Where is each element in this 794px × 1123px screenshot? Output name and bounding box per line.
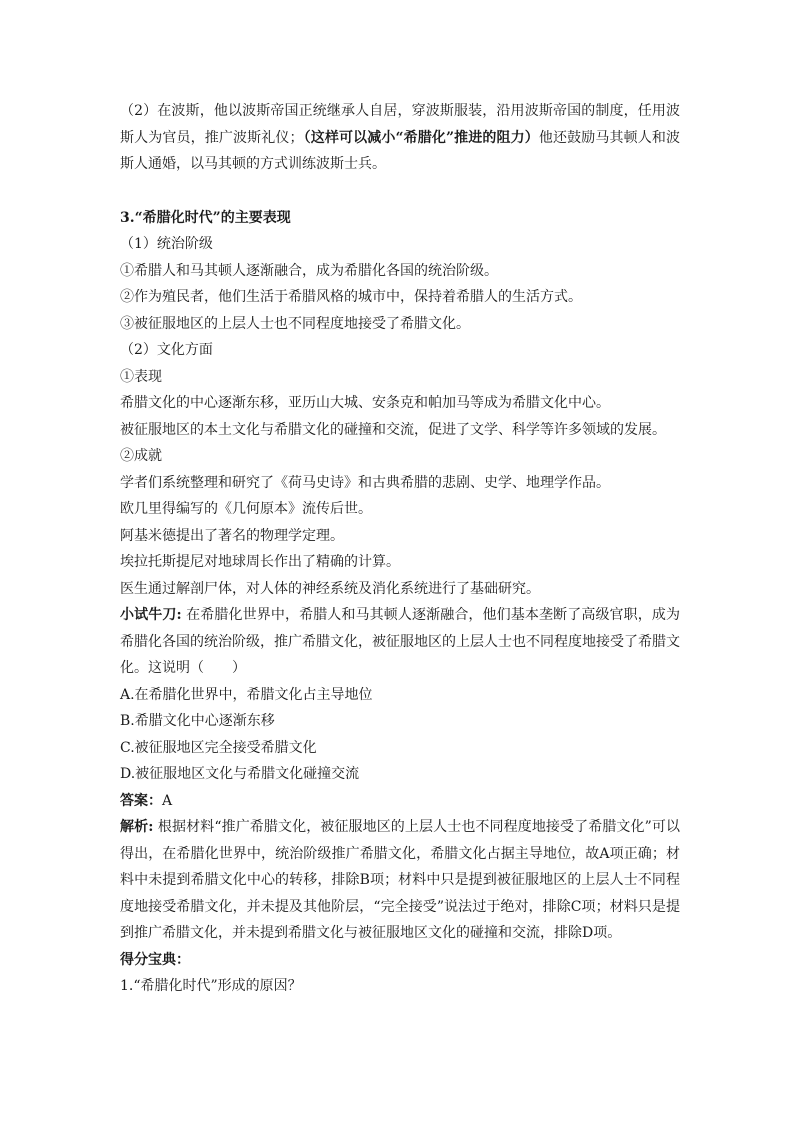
answer-label: 答案： — [120, 792, 162, 809]
quiz-option-c: C.被征服地区完全接受希腊文化 — [120, 739, 317, 756]
spacer — [120, 178, 680, 205]
part2-sub2-item: 埃拉托斯提尼对地球周长作出了精确的计算。 — [120, 554, 400, 570]
part1-title: （1）统治阶级 — [120, 236, 213, 252]
analysis-label: 解析: — [120, 819, 154, 835]
answer-value: A — [162, 792, 173, 809]
part2-sub2-item: 欧几里得编写的《几何原本》流传后世。 — [120, 501, 372, 517]
quiz-option-d: D.被征服地区文化与希腊文化碰撞交流 — [120, 766, 360, 782]
part1-item: ③被征服地区的上层人士也不同程度地接受了希腊文化。 — [120, 315, 470, 332]
part2-sub2-title: ②成就 — [120, 448, 162, 464]
section3-heading: 3.“希腊化时代”的主要表现 — [120, 209, 291, 226]
quiz-option-a: A.在希腊化世界中，希腊文化占主导地位 — [120, 686, 373, 703]
part1-item: ①希腊人和马其顿人逐渐融合，成为希腊化各国的统治阶级。 — [120, 262, 498, 279]
intro-bold-note: （这样可以减小“希腊化”推进的阻力） — [303, 129, 539, 146]
intro-text-after: 他还鼓励马其顿人和波斯人通婚，以马其顿的方式训练波斯士兵。 — [120, 129, 681, 172]
quiz-analysis — [120, 814, 680, 947]
quiz-question-text: 在希腊化世界中，希腊人和马其顿人逐渐融合，他们基本垄断了高级官职，成为希腊化各国的统治阶级，推广希腊文化，被征服地区的上层人士也不同程度地接受了希腊文化。这说明（ ） — [120, 607, 680, 676]
intro-paragraph — [120, 98, 680, 178]
analysis-text: 根据材料“推广希腊文化，被征服地区的上层人士也不同程度地接受了希腊文化”可以得出，在希腊化世界中，统治阶级推广希腊文化，希腊文化占据主导地位，故A项正确；材料中未提到希腊文化中心的转移，排除B项；材料中只是提到被征服地区的上层人士不同程度地接受希腊文化，并未提及其他阶层，“完全接受”说法过于绝对，排除C项；材料只是提到推广希腊文化，并未提到希腊文化与被征服地区文化的碰撞和交流，排除D项。 — [120, 819, 680, 941]
document-page — [120, 98, 680, 1000]
quiz-label: 小试牛刀: — [120, 607, 182, 623]
part2-title: （2）文化方面 — [120, 342, 213, 358]
part2-sub2-item: 医生通过解剖尸体，对人体的神经系统及消化系统进行了基础研究。 — [120, 580, 540, 597]
tips-question: 1.“希腊化时代”形成的原因？ — [120, 978, 302, 994]
quiz-answer — [120, 788, 680, 815]
part2-sub1-title: ①表现 — [120, 368, 162, 385]
part2-sub1-item: 希腊文化的中心逐渐东移，亚历山大城、安条克和帕加马等成为希腊文化中心。 — [120, 395, 610, 411]
quiz-option-b: B.希腊文化中心逐渐东移 — [120, 713, 275, 729]
part1-item: ②作为殖民者，他们生活于希腊风格的城市中，保持着希腊人的生活方式。 — [120, 289, 582, 305]
part2-sub1-item: 被征服地区的本土文化与希腊文化的碰撞和交流，促进了文学、科学等许多领域的发展。 — [120, 421, 666, 438]
tips-heading: 得分宝典： — [120, 951, 190, 968]
intro-text-before: （2）在波斯，他以波斯帝国正统继承人自居，穿波斯服装，沿用波斯帝国的制度，任用波斯人为官员，推广波斯礼仪； — [120, 103, 680, 146]
quiz-question — [120, 602, 680, 682]
part2-sub2-item: 学者们系统整理和研究了《荷马史诗》和古典希腊的悲剧、史学、地理学作品。 — [120, 474, 610, 491]
part2-sub2-item: 阿基米德提出了著名的物理学定理。 — [120, 527, 344, 544]
